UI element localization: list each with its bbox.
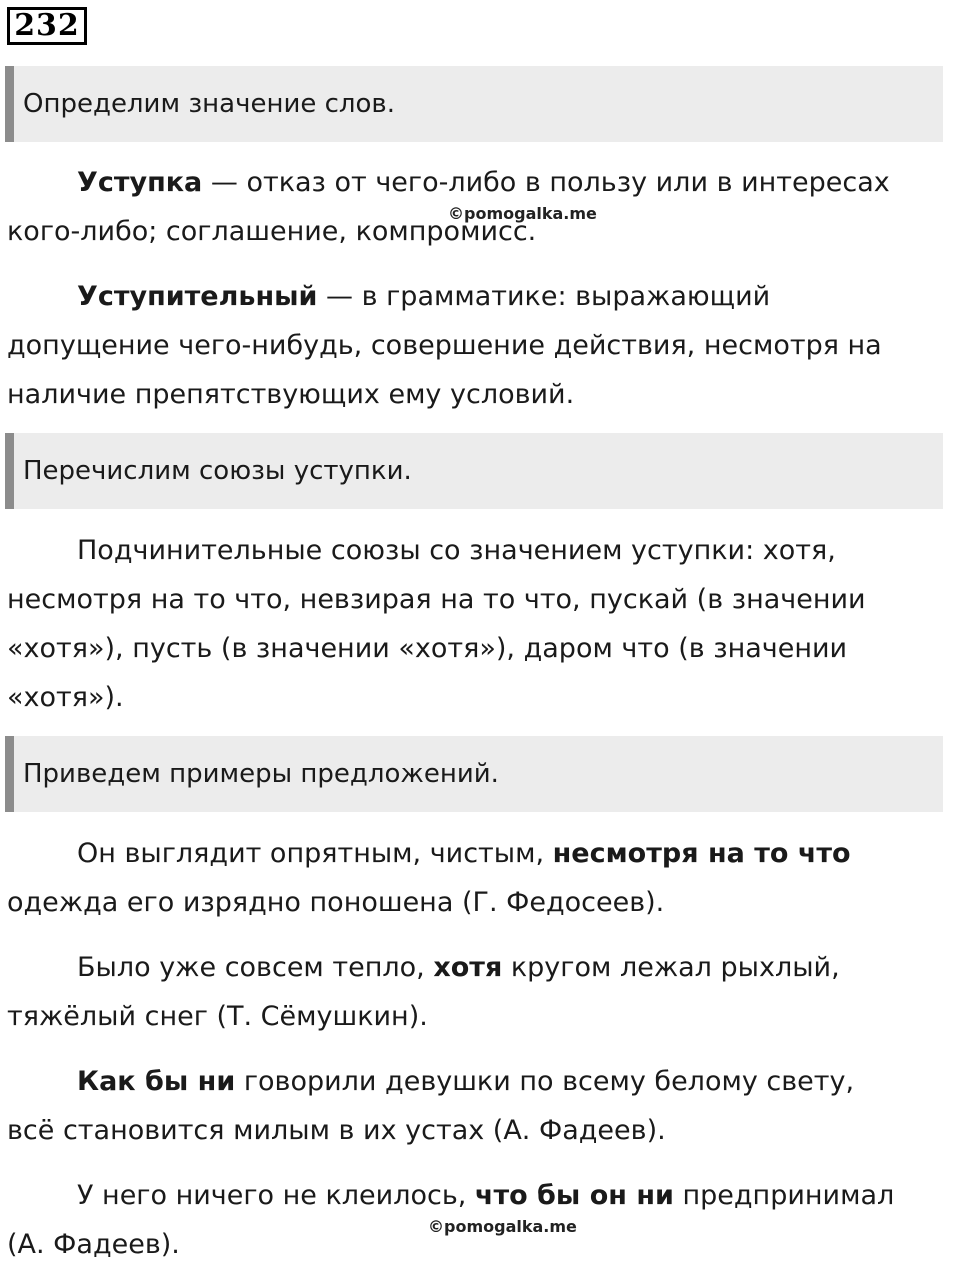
conjunction-highlight: что бы он ни [474, 1180, 674, 1211]
conjunctions-paragraph [7, 526, 953, 722]
definition-line: наличие препятствующих ему условий. [7, 379, 575, 410]
example-line: тяжёлый снег (Т. Сёмушкин). [7, 1001, 428, 1032]
example-line: (А. Фадеев). [7, 1229, 180, 1260]
paragraph-line: Подчинительные союзы со значением уступки: хотя, [77, 535, 836, 566]
example-line: Он выглядит опрятным, чистым, несмотря на то что [77, 838, 851, 869]
example-2 [7, 943, 953, 1041]
term: Уступка [77, 167, 203, 198]
task-number: 232 [7, 7, 87, 45]
watermark: ©pomogalka.me [428, 1217, 577, 1236]
paragraph-line: «хотя»), пусть (в значении «хотя»), даром что (в значении [7, 633, 848, 664]
definition-line: допущение чего-нибудь, совершение действия, несмотря на [7, 330, 882, 361]
section-heading-definitions: Определим значение слов. [5, 66, 943, 142]
section-heading-examples: Приведем примеры предложений. [5, 736, 943, 812]
conjunction-highlight: Как бы ни [77, 1066, 236, 1097]
watermark: ©pomogalka.me [448, 204, 597, 223]
example-3 [7, 1057, 953, 1155]
paragraph-line: несмотря на то что, невзирая на то что, пускай (в значении [7, 584, 866, 615]
paragraph-line: «хотя»). [7, 682, 124, 713]
example-line: всё становится милым в их устах (А. Фадеев). [7, 1115, 666, 1146]
definition-line: кого-либо; соглашение, компромисс. [7, 216, 537, 247]
section-heading-conjunctions: Перечислим союзы уступки. [5, 433, 943, 509]
definition-line: Уступка — отказ от чего-либо в пользу или в интересах [77, 167, 890, 198]
example-line: У него ничего не клеилось, что бы он ни предпринимал [77, 1180, 895, 1211]
example-line: Как бы ни говорили девушки по всему белому свету, [77, 1066, 855, 1097]
term: Уступительный [77, 281, 318, 312]
example-line: Было уже совсем тепло, хотя кругом лежал рыхлый, [77, 952, 840, 983]
definition-ustupitelny [7, 272, 953, 419]
conjunction-highlight: хотя [433, 952, 503, 983]
conjunction-highlight: несмотря на то что [552, 838, 851, 869]
example-line: одежда его изрядно поношена (Г. Федосеев). [7, 887, 665, 918]
example-1 [7, 829, 953, 927]
definition-line: Уступительный — в грамматике: выражающий [77, 281, 771, 312]
